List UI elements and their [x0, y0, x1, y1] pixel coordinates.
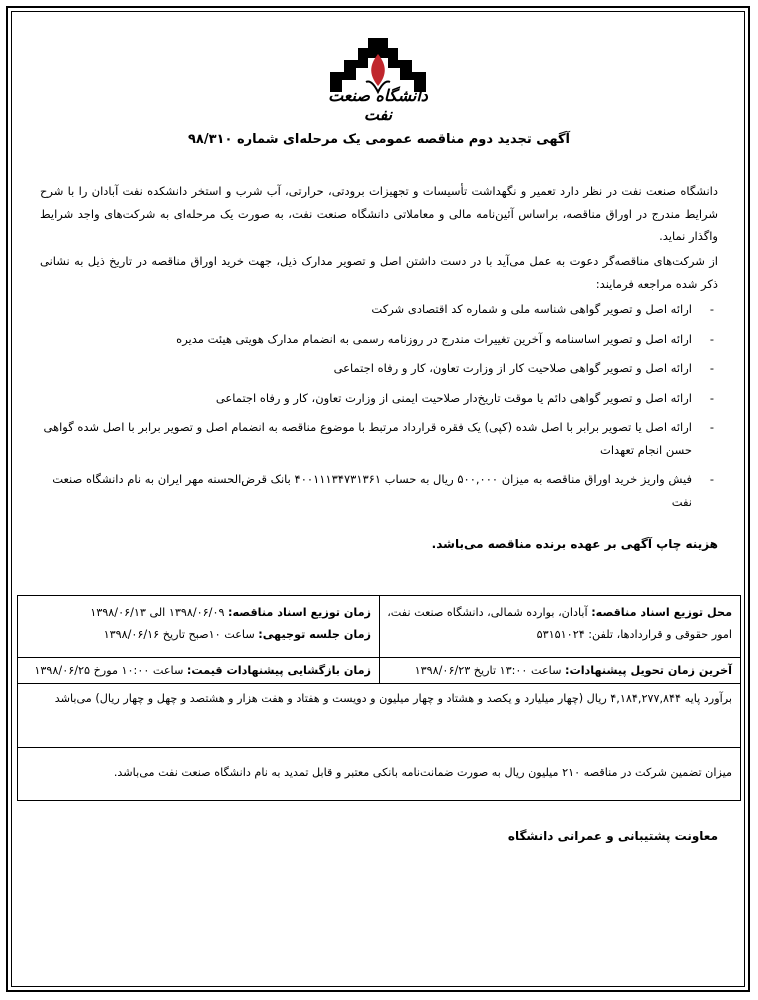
requirement-item: - فیش واریز خرید اوراق مناقصه به میزان ۵۰۰,۰۰۰ ریال به حساب ۴۰۰۱۱۱۳۴۷۳۱۳۶۱ بانک قرض‌الحسنه مهر ایران به نام دانشگاه صنعت نفت — [40, 468, 718, 513]
distribution-place-value: آبادان، بوارده شمالی، دانشگاه صنعت نفت، امور حقوقی و قراردادها، تلفن: ۵۳۱۵۱۰۲۴ — [387, 606, 732, 641]
requirement-item: - ارائه اصل یا تصویر برابر با اصل شده (کپی) یک فقره قرارداد مرتبط با موضوع مناقصه به انضمام اصل و تصویر برابر با اصل شده گواهی حسن انجام تعهدات — [40, 416, 718, 461]
distribution-time-value: ۱۳۹۸/۰۶/۰۹ الی ۱۳۹۸/۰۶/۱۳ — [90, 606, 225, 619]
distribution-place-cell — [378, 596, 740, 657]
opening-cell — [18, 658, 380, 683]
guarantee-row: میزان تضمین شرکت در مناقصه ۲۱۰ میلیون ریال به صورت ضمانت‌نامه بانکی معتبر و قابل تمدید به نام دانشگاه صنعت نفت می‌باشد. — [113, 766, 732, 779]
time-cell — [18, 596, 380, 657]
table-row — [18, 658, 740, 684]
distribution-place-label: محل توزیع اسناد مناقصه: — [591, 606, 732, 619]
cost-note: هزینه چاپ آگهی بر عهده برنده مناقصه می‌باشد. — [431, 537, 718, 551]
intro-paragraph: دانشگاه صنعت نفت در نظر دارد تعمیر و نگهداشت تأسیسات و تجهیزات برودتی، حرارتی، آب شرب و استخر دانشکده نفت آبادان را با شرح شرایط مندرج در اوراق مناقصه، براساس آئین‌نامه مالی و معاملاتی دانشگاه صنعت نفت، به صورت یک مرحله‌ای به شرکت‌های واجد شرایط واگذار نماید. — [40, 184, 718, 243]
requirement-item: - ارائه اصل و تصویر گواهی دائم یا موقت تاریخ‌دار صلاحیت ایمنی از وزارت تعاون، کار و رفاه اجتماعی — [40, 387, 718, 410]
table-row — [18, 596, 740, 658]
requirements-list — [40, 298, 718, 520]
opening-label: زمان بازگشایی پیشنهادات قیمت: — [186, 664, 371, 677]
logo-caption: دانشگاه صنعت نفت — [328, 86, 428, 124]
requirement-item: - ارائه اصل و تصویر گواهی شناسه ملی و شماره کد اقتصادی شرکت — [40, 298, 718, 321]
deadline-label: آخرین زمان تحویل پیشنهادات: — [565, 664, 732, 677]
distribution-time-label: زمان توزیع اسناد مناقصه: — [228, 606, 371, 619]
opening-value: ساعت ۱۰:۰۰ مورخ ۱۳۹۸/۰۶/۲۵ — [34, 664, 184, 677]
briefing-value: ساعت ۱۰صبح تاریخ ۱۳۹۸/۰۶/۱۶ — [103, 628, 255, 641]
requirement-item: - ارائه اصل و تصویر اساسنامه و آخرین تغییرات مندرج در روزنامه رسمی به انضمام مدارک هویتی هیئت مدیره — [40, 328, 718, 351]
page-title: آگهی تجدید دوم مناقصه عمومی یک مرحله‌ای شماره ۹۸/۳۱۰ — [188, 132, 570, 147]
requirement-item: - ارائه اصل و تصویر گواهی صلاحیت کار از وزارت تعاون، کار و رفاه اجتماعی — [40, 357, 718, 380]
logo-flame — [371, 54, 385, 86]
estimate-row: برآورد پایه ۴,۱۸۴,۲۷۷,۸۴۴ ریال (چهار میلیارد و یکصد و هشتاد و چهار میلیون و دویست و هفتاد و هفت هزار و هشتصد و چهل و چهار ریال) می‌باشد — [18, 684, 740, 748]
tender-info-table — [17, 595, 741, 801]
deadline-cell — [378, 658, 740, 683]
briefing-label: زمان جلسه توجیهی: — [258, 628, 371, 641]
invite-paragraph: از شرکت‌های مناقصه‌گر دعوت به عمل می‌آید با در دست داشتن اصل و تصویر مدارک ذیل، جهت خرید اوراق مناقصه در تاریخ ذیل به نشانی ذکر شده مراجعه فرمایند: — [40, 254, 718, 291]
deadline-value: ساعت ۱۳:۰۰ تاریخ ۱۳۹۸/۰۶/۲۳ — [414, 664, 562, 677]
signature: معاونت پشتیبانی و عمرانی دانشگاه — [507, 829, 718, 843]
